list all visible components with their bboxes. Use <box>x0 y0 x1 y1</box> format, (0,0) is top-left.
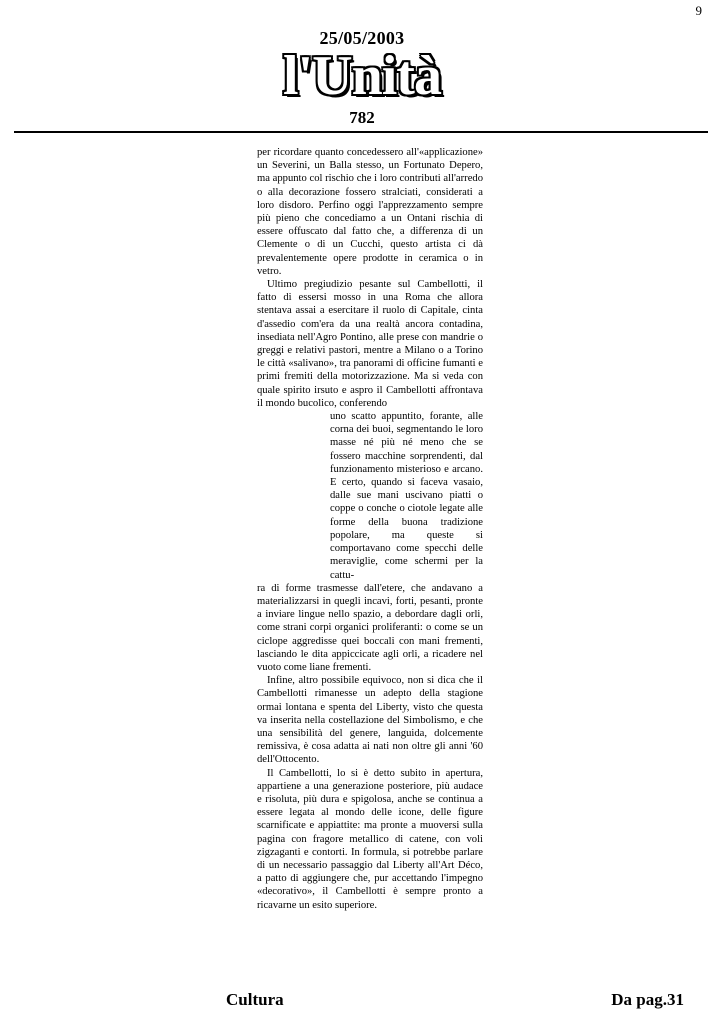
section-label: Cultura <box>226 990 284 1009</box>
article-inset-text: uno scatto appuntito, forante, alle corna dei buoi, segmentando le loro masse né più né meno che se fossero macchine sorprendenti, dal funzionamento misterioso e arcano. E certo, quando si faceva vasaio, dalle sue mani uscivano piatti o coppe o conche o ciotole legate alle forme della buona tradizione popolare, ma queste si comportavano come specchi delle meraviglie, come schermi per la cattu- <box>330 411 483 581</box>
header-divider <box>14 131 708 133</box>
page-number: 9 <box>695 3 702 18</box>
article-paragraph: per ricordare quanto concedessero all'«applicazione» un Severini, un Balla stesso, un Fortunato Depero, ma appunto col rischio che i loro contributi all'arredo o alla decorazione fossero stralciati, considerati a loro disdoro. Perfino oggi l'apprezzamento sempre più pieno che concediamo a un Ontani rischia di essere offuscato dal fatto che, a differenza di un Clemente o di un Cucchi, questo artista ci dà prevalentemente opere prodotte in ceramica o in vetro. <box>257 147 483 277</box>
publication-date: 25/05/2003 <box>319 28 405 48</box>
article-paragraph: Ultimo pregiudizio pesante sul Cambellotti, il fatto di essersi mosso in una Roma che allora stentava assai a esercitare il ruolo di Capitale, cinta d'assedio com'era da una realtà ancora contadina, insediata nell'Agro Pontino, alle prese con mandrie o greggi e relativi pastori, mentre a Milano o a Torino le città «salivano», tra panorami di officine fumanti e primi fremiti della motorizzazione. Ma si veda con quale spirito irsuto e aspro il Cambellotti affrontava il mondo bucolico, conferendo <box>257 279 483 409</box>
article-continuation: ra di forme trasmesse dall'etere, che andavano a materializzarsi in quegli incavi, forti, pesanti, pronte a inviare lingue nello spazio, a debordare dagli orli, come strani corpi organici proliferanti: o come se un ciclope aggredisse quei boccali con mani frementi, lasciando le dita appiccicate agli orli, a ricadere nel vuoto come liane frementi. <box>257 582 483 673</box>
newspaper-masthead: l'Unità <box>283 45 441 107</box>
article-paragraph: Infine, altro possibile equivoco, non si dica che il Cambellotti rimanesse un adepto della stagione ormai lontana e spenta del Liberty, visto che questa va inserita nella costellazione del Simbolismo, e che una sensibilità del genere, languida, dolcemente remissiva, è cosa adatta ai nati non oltre gli anni '60 dell'Ottocento. <box>257 675 483 766</box>
article-paragraph: Il Cambellotti, lo si è detto subito in apertura, appartiene a una generazione posteriore, più audace e risoluta, più dura e spigolosa, anche se continua a essere legata al mondo delle icone, delle figure scarnificate e appiattite: ma pronte a muoversi sulla pagina con fragore metallico di catene, con voli zigzaganti e contorti. In formula, si potrebbe parlare di un necessario passaggio dal Liberty all'Art Déco, a patto di aggiungere che, pur accettando l'impegno «decorativo», il Cambellotti è sempre pronto a ricavarne un esito superiore. <box>257 767 483 911</box>
source-page-label: Da pag.31 <box>611 990 684 1009</box>
issue-number: 782 <box>349 108 375 127</box>
article-body <box>257 146 483 912</box>
